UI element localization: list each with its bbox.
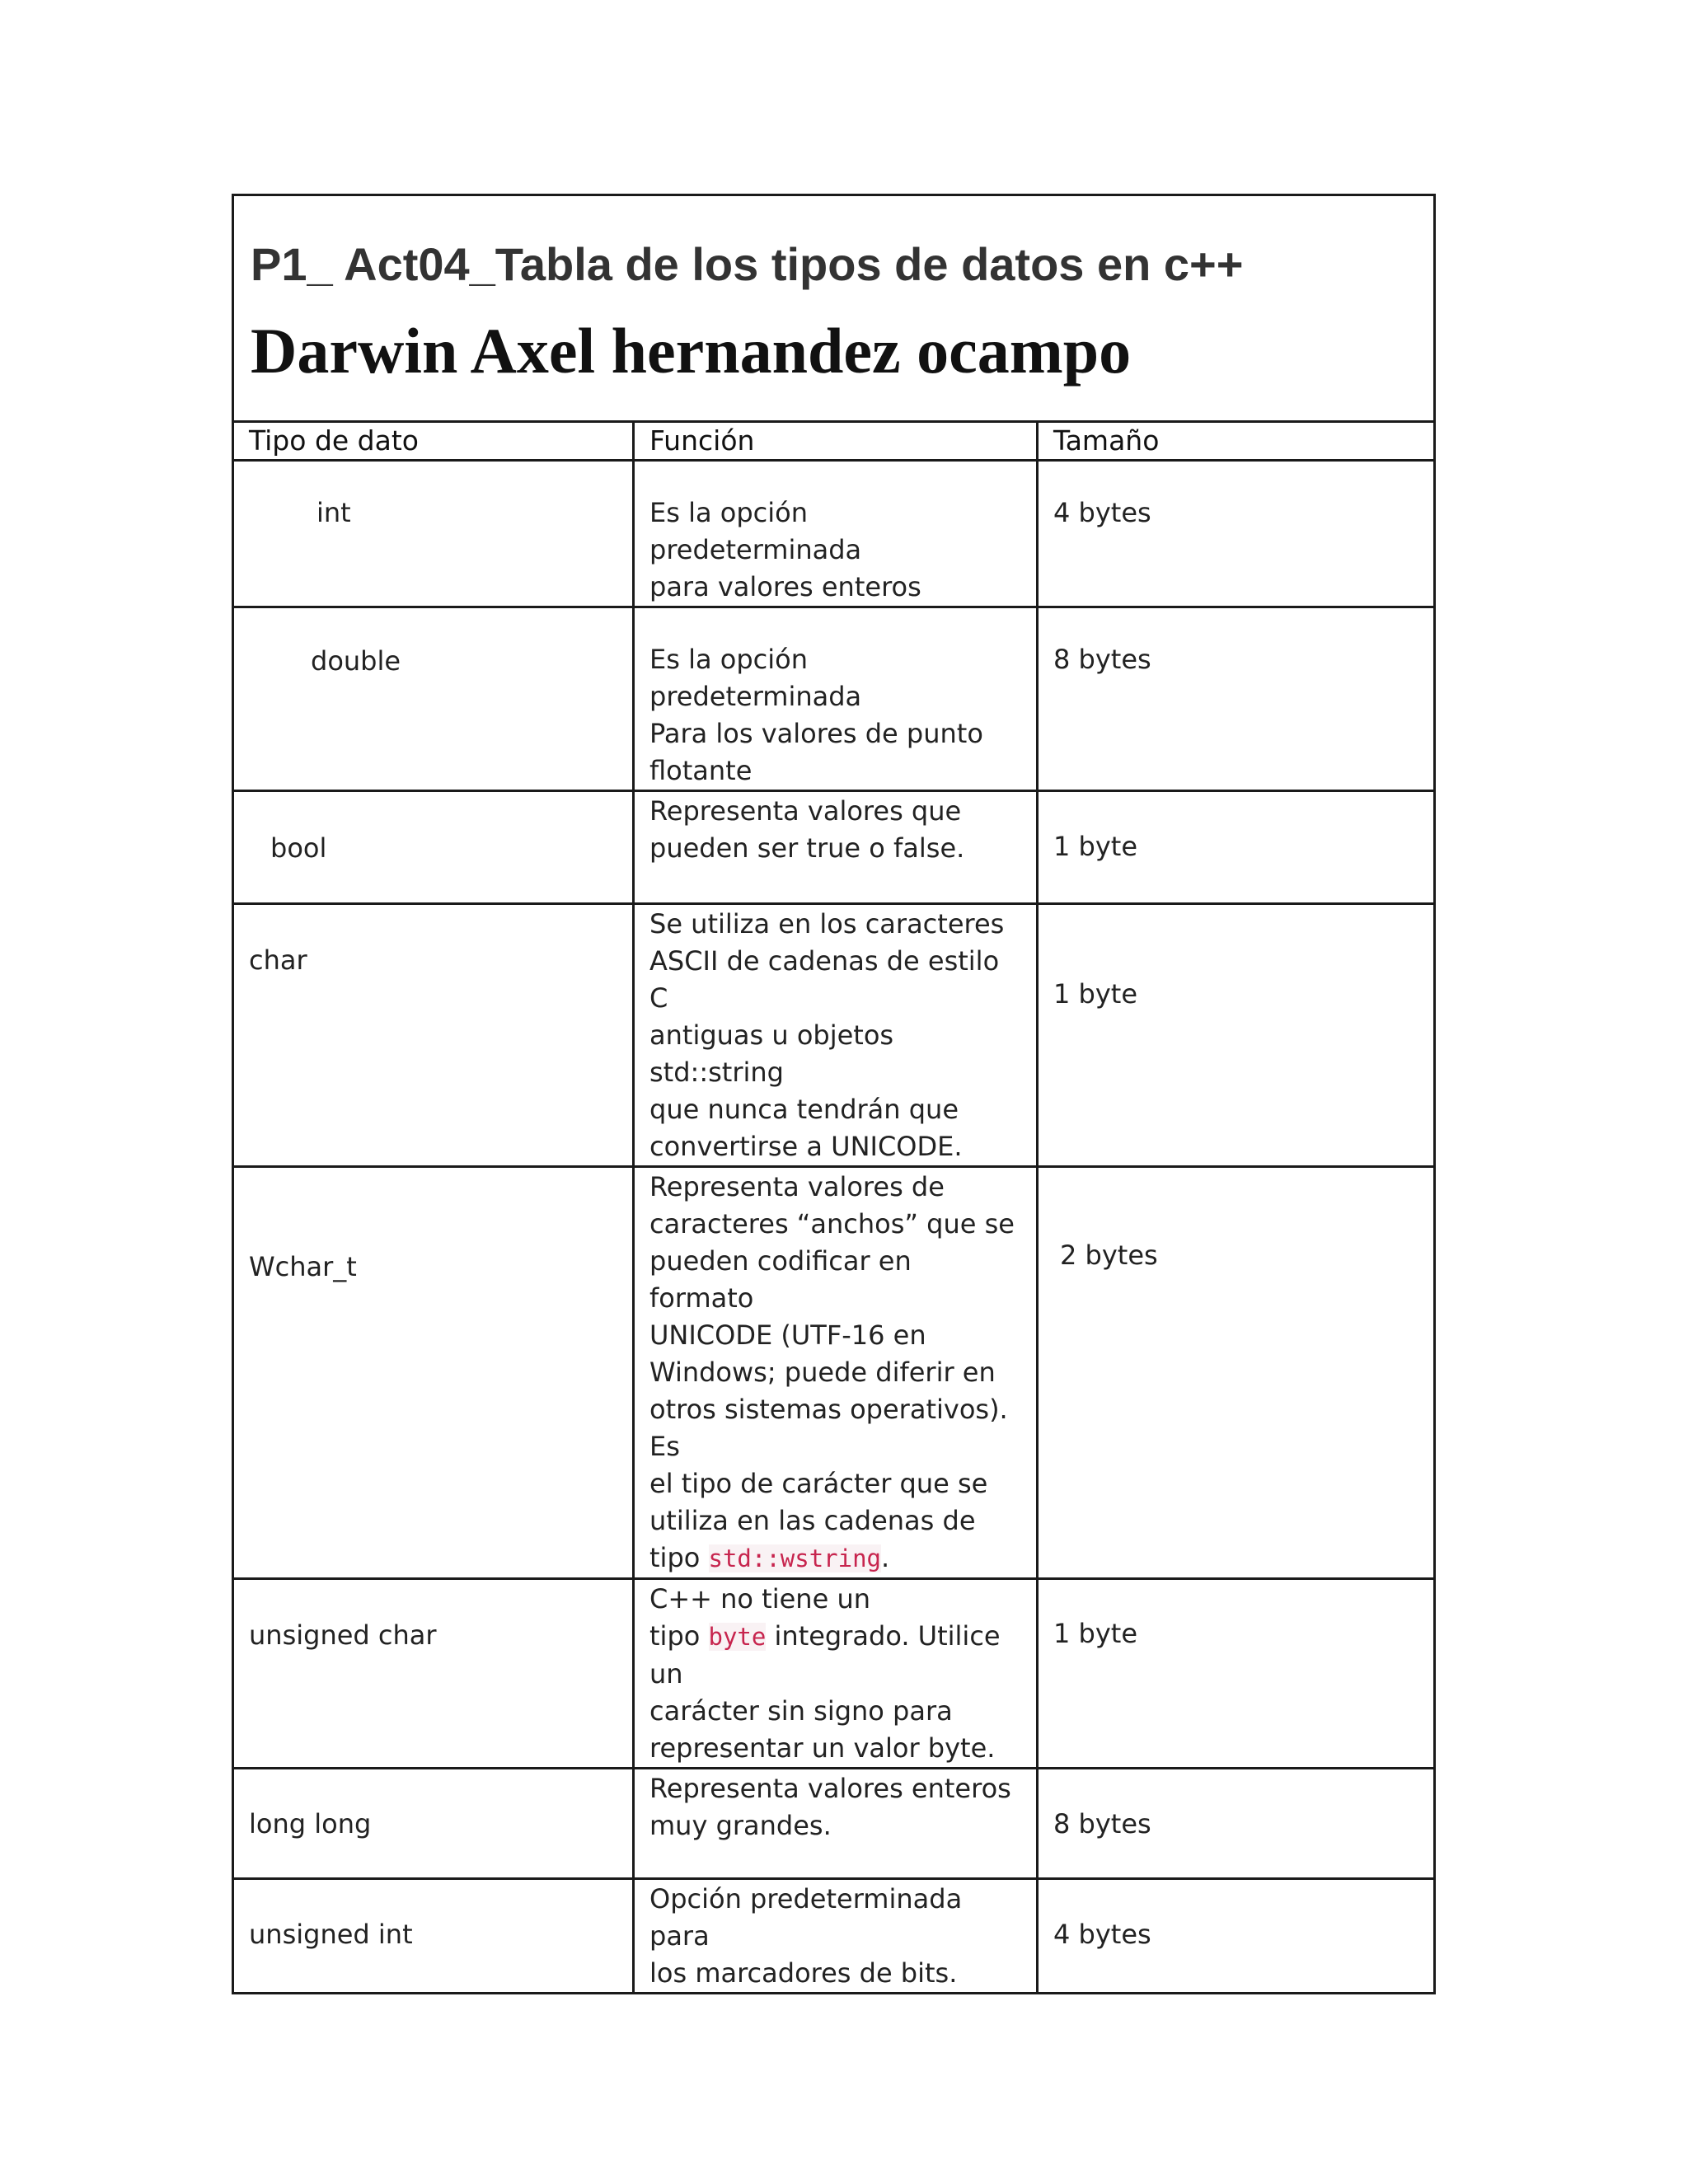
function-text-start: C++ no tiene un tipo — [649, 1583, 870, 1652]
size-value: 1 byte — [1053, 1618, 1138, 1649]
table-row — [233, 1769, 1435, 1879]
function-text-main: integrado. Utilice un carácter sin signo para representar un valor byte. — [649, 1620, 1001, 1764]
function-code: std::wstring — [708, 1544, 882, 1572]
size-value: 1 byte — [1053, 978, 1138, 1010]
function-code: byte — [708, 1623, 767, 1651]
type-label: char — [249, 944, 307, 976]
type-cell — [233, 1167, 634, 1579]
function-text: Es la opción predeterminada Para los valores de punto flotante — [649, 644, 983, 786]
type-label: bool — [270, 832, 327, 864]
document-title: P1_ Act04_Tabla de los tipos de datos en c++ — [251, 238, 1244, 290]
function-text: Representa valores que pueden ser true o false. — [649, 795, 965, 864]
type-cell — [233, 1879, 634, 1994]
header-tamano: Tamaño — [1038, 422, 1435, 461]
type-label: double — [311, 645, 401, 677]
table-row — [233, 1579, 1435, 1769]
size-value: 1 byte — [1053, 831, 1138, 862]
function-text: Opción predeterminada para los marcadores de bits. — [649, 1883, 963, 1989]
header-funcion: Función — [634, 422, 1038, 461]
data-types-table — [232, 194, 1436, 1994]
size-value: 4 bytes — [1053, 497, 1151, 528]
type-label: unsigned int — [249, 1919, 413, 1950]
function-text — [649, 1581, 1021, 1767]
function-cell — [634, 607, 1038, 791]
size-value: 8 bytes — [1053, 1808, 1151, 1840]
size-cell — [1038, 1167, 1435, 1579]
function-cell — [634, 904, 1038, 1167]
type-cell — [233, 1579, 634, 1769]
title-cell — [233, 195, 1435, 422]
type-label: int — [316, 497, 351, 528]
table-row — [233, 1879, 1435, 1994]
function-cell — [634, 1879, 1038, 1994]
type-cell — [233, 791, 634, 904]
size-cell — [1038, 461, 1435, 607]
function-text: Representa valores enteros muy grandes. — [649, 1773, 1011, 1841]
size-cell — [1038, 1879, 1435, 1994]
table-row — [233, 791, 1435, 904]
size-cell — [1038, 1769, 1435, 1879]
type-cell — [233, 1769, 634, 1879]
type-label: Wchar_t — [249, 1251, 357, 1282]
table-row — [233, 1167, 1435, 1579]
table-row — [233, 607, 1435, 791]
function-cell — [634, 791, 1038, 904]
table-header-row — [233, 422, 1435, 461]
type-label: unsigned char — [249, 1619, 437, 1651]
function-cell — [634, 1769, 1038, 1879]
size-cell — [1038, 904, 1435, 1167]
function-text-main: Representa valores de caracteres “anchos” que se pueden codificar en formato UNICODE (UTF-16 en Windows; puede diferir en otros sistemas operativos). Es el tipo de carácter que se utiliza en las cadenas de tipo — [649, 1171, 1015, 1573]
function-text: Es la opción predeterminada para valores enteros — [649, 497, 921, 602]
type-cell — [233, 461, 634, 607]
type-label: long long — [249, 1808, 372, 1840]
author-name: Darwin Axel hernandez ocampo — [251, 315, 1132, 387]
type-cell — [233, 607, 634, 791]
function-text — [649, 1169, 1021, 1577]
table-row — [233, 904, 1435, 1167]
size-cell — [1038, 1579, 1435, 1769]
function-text: Se utiliza en los caracteres ASCII de cadenas de estilo C antiguas u objetos std::string que nunca tendrán que convertirse a UNICODE. — [649, 908, 1005, 1162]
function-cell — [634, 1167, 1038, 1579]
size-value: 8 bytes — [1053, 644, 1151, 675]
title-row — [233, 195, 1435, 422]
header-tipo: Tipo de dato — [233, 422, 634, 461]
size-value: 4 bytes — [1053, 1919, 1151, 1950]
size-value: 2 bytes — [1060, 1240, 1158, 1271]
type-cell — [233, 904, 634, 1167]
table-row — [233, 461, 1435, 607]
size-cell — [1038, 791, 1435, 904]
function-cell — [634, 1579, 1038, 1769]
function-cell — [634, 461, 1038, 607]
size-cell — [1038, 607, 1435, 791]
function-text-end: . — [881, 1542, 890, 1573]
